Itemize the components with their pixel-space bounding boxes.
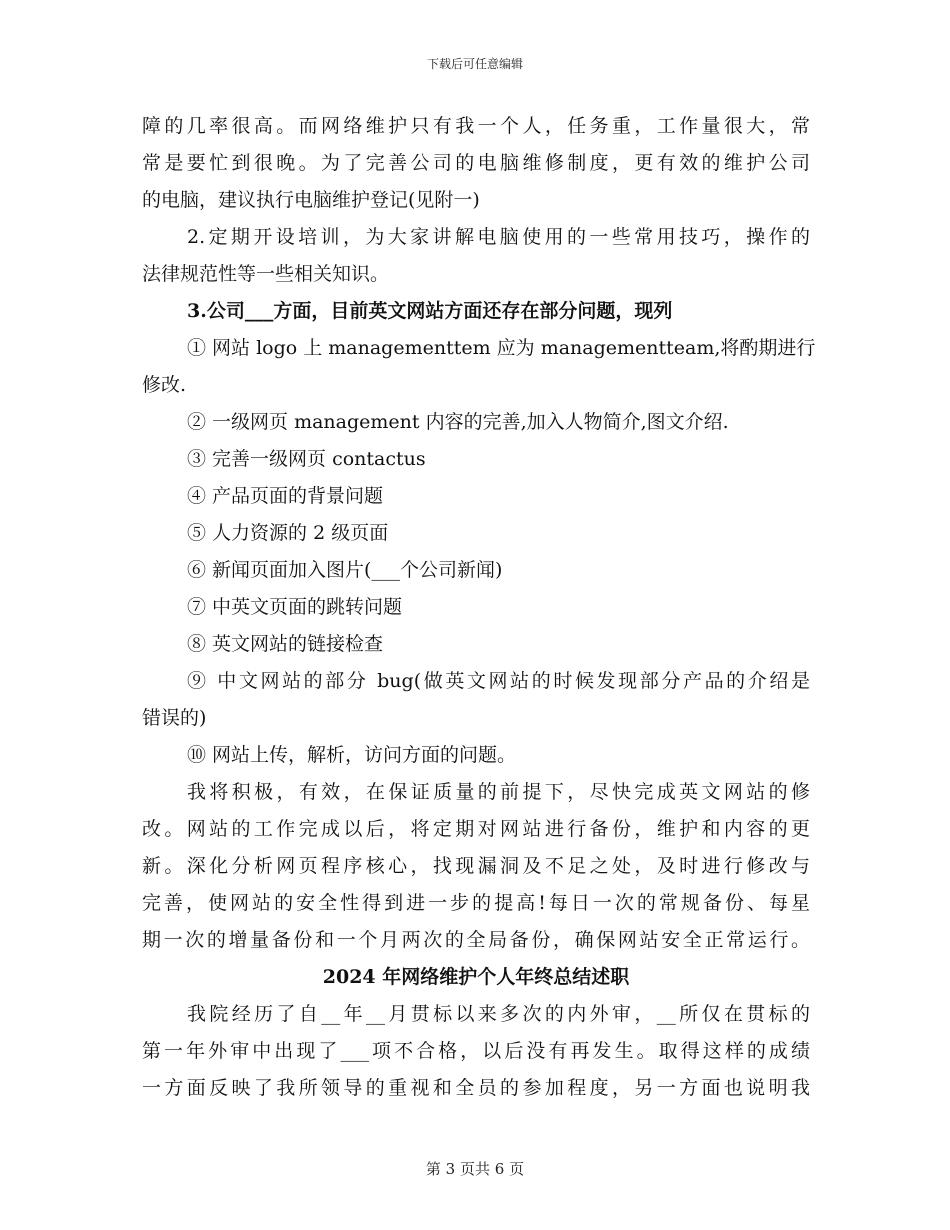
list-item: ③ 完善一级网页 contactus — [187, 448, 426, 470]
list-item: ⑩ 网站上传，解析，访问方面的问题。 — [187, 744, 517, 766]
body-line: 常是要忙到很晚。为了完善公司的电脑维修制度，更有效的维护公司 — [142, 152, 810, 174]
list-item: ⑨ 中文网站的部分 bug(做英文网站的时候发现部分产品的介绍是 — [187, 670, 810, 692]
section-heading: 3.公司___方面，目前英文网站方面还存在部分问题，现列 — [187, 300, 673, 322]
body-line: 障的几率很高。而网络维护只有我一个人，任务重，工作量很大，常 — [142, 115, 810, 137]
list-item-continuation: 错误的) — [142, 707, 207, 729]
body-line: 新。深化分析网页程序核心，找现漏洞及不足之处，及时进行修改与 — [142, 855, 810, 877]
body-line: 法律规范性等一些相关知识。 — [142, 263, 390, 285]
body-line: 的电脑，建议执行电脑维护登记(见附一) — [142, 189, 480, 211]
page-footer: 第 3 页共 6 页 — [425, 1160, 525, 1178]
body-line: 期一次的增量备份和一个月两次的全局备份，确保网站安全正常运行。 — [142, 929, 810, 951]
list-item-continuation: 修改. — [142, 374, 187, 396]
list-item: ① 网站 logo 上 managementtem 应为 managementteam,将酌期进行 — [187, 337, 816, 359]
body-line: 我将积极，有效，在保证质量的前提下，尽快完成英文网站的修 — [187, 781, 810, 803]
list-item: ② 一级网页 management 内容的完善,加入人物简介,图文介绍. — [187, 411, 729, 433]
list-item: ④ 产品页面的背景问题 — [187, 485, 384, 507]
article-title: 2024 年网络维护个人年终总结述职 — [322, 966, 630, 988]
list-item: ⑤ 人力资源的 2 级页面 — [187, 522, 389, 544]
list-item: ⑥ 新闻页面加入图片(___个公司新闻) — [187, 559, 503, 581]
document-body — [142, 108, 816, 1107]
list-item: ⑧ 英文网站的链接检查 — [187, 633, 384, 655]
body-line: 改。网站的工作完成以后，将定期对网站进行备份，维护和内容的更 — [142, 818, 810, 840]
body-line: 2.定期开设培训，为大家讲解电脑使用的一些常用技巧，操作的 — [187, 226, 810, 248]
list-item: ⑦ 中英文页面的跳转问题 — [187, 596, 403, 618]
page-header: 下载后可任意编辑 — [426, 57, 523, 71]
body-line: 第一年外审中出现了___项不合格，以后没有再发生。取得这样的成绩 — [142, 1040, 810, 1062]
body-line: 一方面反映了我所领导的重视和全员的参加程度，另一方面也说明我 — [142, 1077, 810, 1099]
body-line: 完善，使网站的安全性得到进一步的提高!每日一次的常规备份、每星 — [142, 892, 810, 914]
body-line: 我院经历了自__年__月贯标以来多次的内外审，__所仅在贯标的 — [187, 1003, 810, 1025]
